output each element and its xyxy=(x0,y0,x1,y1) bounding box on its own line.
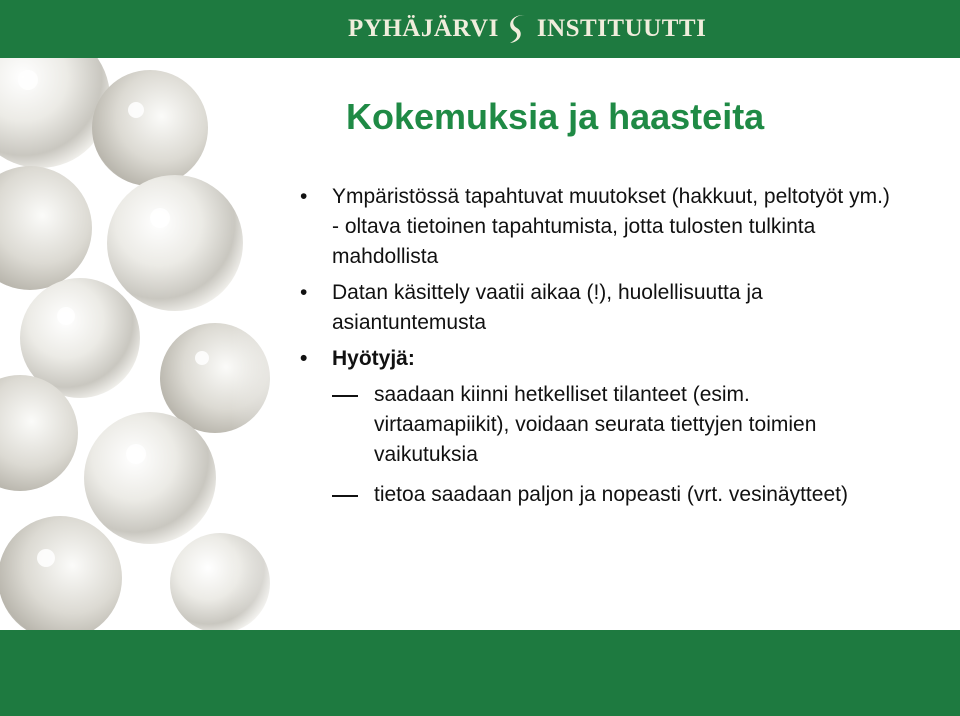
logo xyxy=(348,12,706,46)
slide-content xyxy=(298,182,898,520)
bullet-item: • Datan käsittely vaatii aikaa (!), huolellisuutta ja asiantuntemusta xyxy=(298,278,898,338)
slide-title: Kokemuksia ja haasteita xyxy=(346,96,765,137)
sub-bullet-item: saadaan kiinni hetkelliset tilanteet (esim. virtaamapiikit), voidaan seurata tiettyjen toimien vaikutuksia xyxy=(298,380,874,470)
s-wave-icon xyxy=(505,12,531,46)
footer-bar xyxy=(0,630,960,716)
header-bar xyxy=(0,0,960,58)
logo-text-left: PYHÄJÄRVI xyxy=(348,15,499,42)
bullet-item: • Hyötyjä: xyxy=(298,344,898,374)
bullet-item: • Ympäristössä tapahtuvat muutokset (hakkuut, peltotyöt ym.) - oltava tietoinen tapahtumista, jotta tulosten tulkinta mahdollista xyxy=(298,182,898,272)
glass-spheres-image xyxy=(0,58,330,630)
logo-text-right: INSTITUUTTI xyxy=(536,15,707,42)
sub-bullet-item: tietoa saadaan paljon ja nopeasti (vrt. vesinäytteet) xyxy=(298,480,874,510)
sub-bullet-list xyxy=(298,380,898,510)
